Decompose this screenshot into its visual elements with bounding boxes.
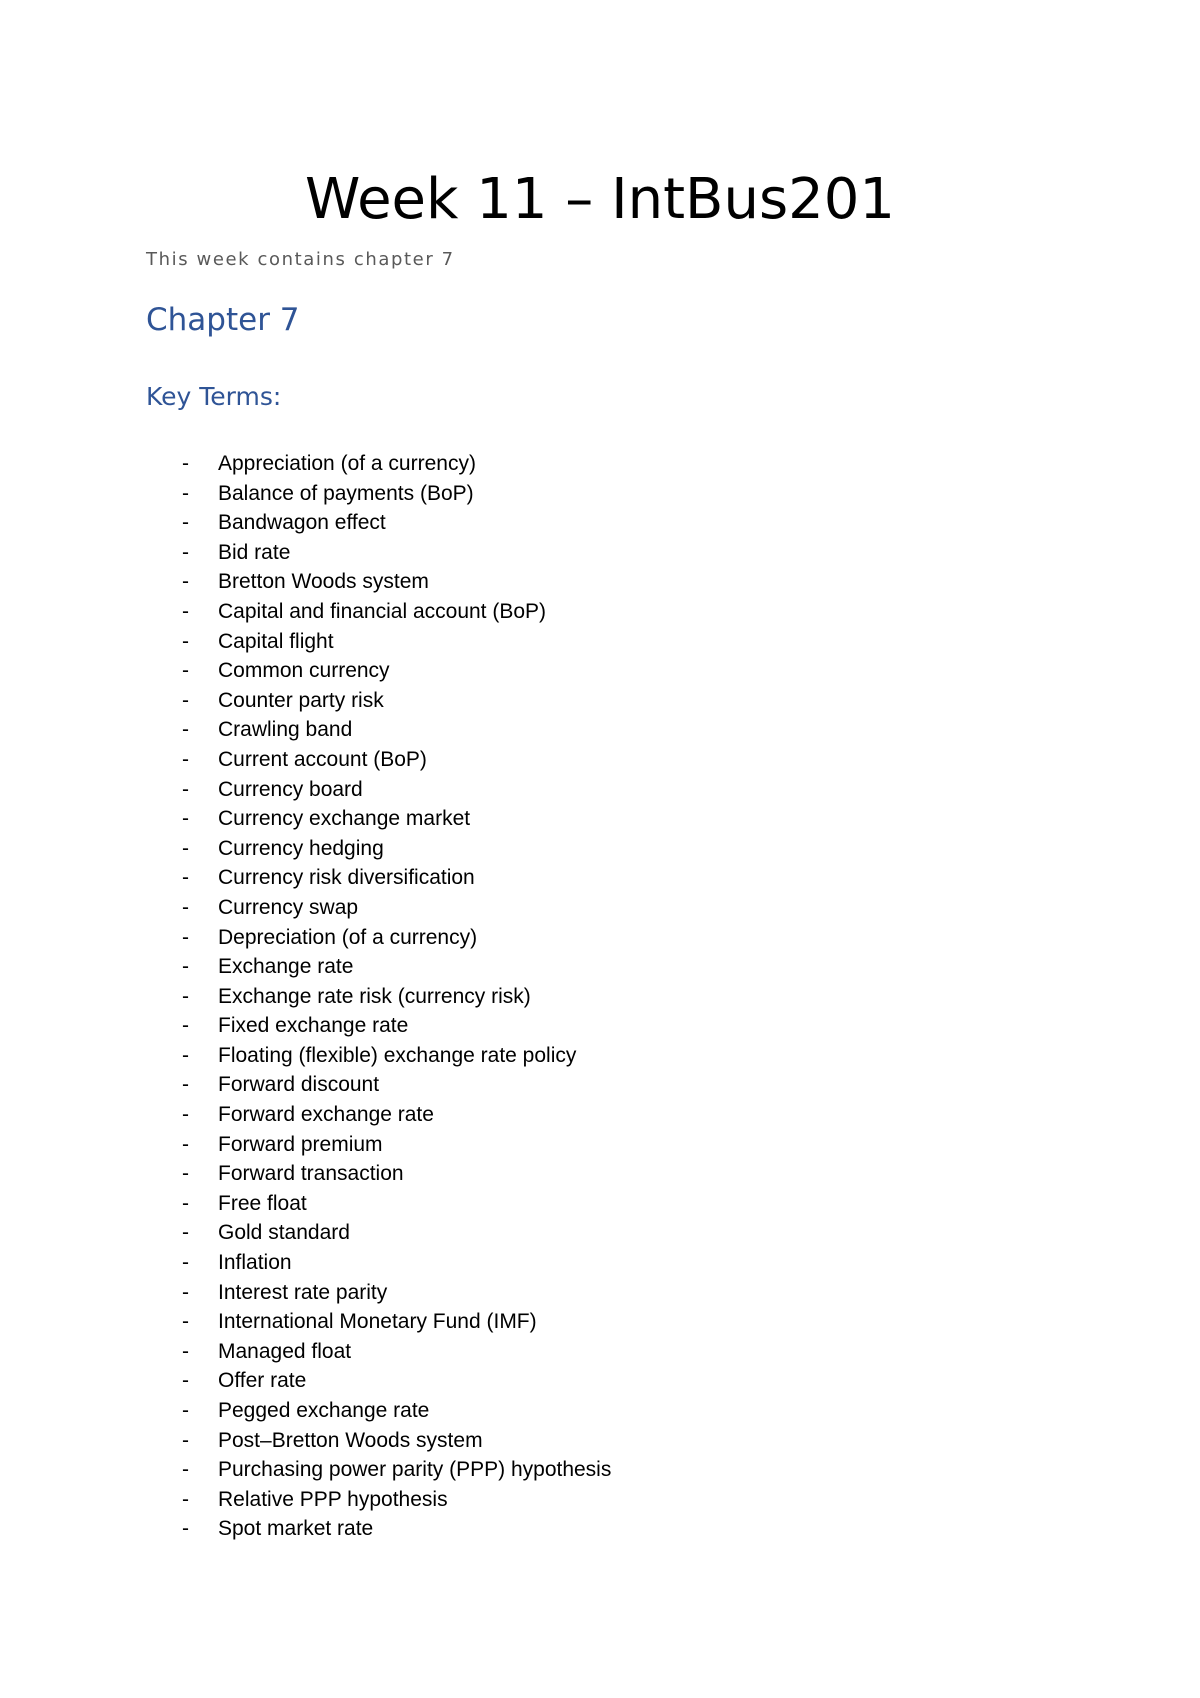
key-term-text: Post–Bretton Woods system <box>218 1428 483 1452</box>
list-item <box>182 1041 611 1071</box>
list-item <box>182 538 611 568</box>
bullet-dash: - <box>182 895 189 919</box>
list-item <box>182 1130 611 1160</box>
chapter-heading: Chapter 7 <box>146 302 300 338</box>
key-term-text: Exchange rate risk (currency risk) <box>218 984 531 1008</box>
bullet-dash: - <box>182 1103 189 1127</box>
bullet-dash: - <box>182 1280 189 1304</box>
list-item <box>182 1514 611 1544</box>
key-term-text: Current account (BoP) <box>218 747 427 771</box>
list-item <box>182 804 611 834</box>
key-term-text: Forward premium <box>218 1132 383 1156</box>
list-item <box>182 1455 611 1485</box>
bullet-dash: - <box>182 599 189 623</box>
list-item <box>182 479 611 509</box>
bullet-dash: - <box>182 984 189 1008</box>
key-term-text: Capital and financial account (BoP) <box>218 599 547 623</box>
bullet-dash: - <box>182 1310 189 1334</box>
list-item <box>182 1248 611 1278</box>
bullet-dash: - <box>182 955 189 979</box>
bullet-dash: - <box>182 1458 189 1482</box>
key-term-text: Offer rate <box>218 1369 307 1393</box>
bullet-dash: - <box>182 1428 189 1452</box>
bullet-dash: - <box>182 570 189 594</box>
key-term-text: Currency risk diversification <box>218 866 475 890</box>
bullet-dash: - <box>182 747 189 771</box>
list-item <box>182 952 611 982</box>
key-term-text: Bretton Woods system <box>218 570 429 594</box>
key-term-text: Forward exchange rate <box>218 1103 434 1127</box>
key-term-text: Common currency <box>218 659 390 683</box>
key-term-text: Managed float <box>218 1339 352 1363</box>
list-item <box>182 1011 611 1041</box>
key-term-text: Crawling band <box>218 718 353 742</box>
list-item <box>182 1100 611 1130</box>
key-term-text: Currency board <box>218 777 363 801</box>
list-item <box>182 834 611 864</box>
key-term-text: Balance of payments (BoP) <box>218 481 474 505</box>
bullet-dash: - <box>182 718 189 742</box>
bullet-dash: - <box>182 777 189 801</box>
list-item <box>182 1485 611 1515</box>
bullet-dash: - <box>182 1191 189 1215</box>
list-item <box>182 686 611 716</box>
key-term-text: Capital flight <box>218 629 334 653</box>
bullet-dash: - <box>182 481 189 505</box>
key-term-text: Spot market rate <box>218 1517 374 1541</box>
list-item <box>182 1159 611 1189</box>
key-term-text: Exchange rate <box>218 955 354 979</box>
key-term-text: Purchasing power parity (PPP) hypothesis <box>218 1458 612 1482</box>
list-item <box>182 745 611 775</box>
list-item <box>182 982 611 1012</box>
list-item <box>182 567 611 597</box>
list-item <box>182 893 611 923</box>
list-item <box>182 775 611 805</box>
list-item <box>182 449 611 479</box>
bullet-dash: - <box>182 688 189 712</box>
bullet-dash: - <box>182 836 189 860</box>
bullet-dash: - <box>182 1251 189 1275</box>
key-term-text: Fixed exchange rate <box>218 1014 409 1038</box>
bullet-dash: - <box>182 1162 189 1186</box>
bullet-dash: - <box>182 1369 189 1393</box>
list-item <box>182 715 611 745</box>
document-title: Week 11 – IntBus201 <box>304 167 896 232</box>
bullet-dash: - <box>182 925 189 949</box>
key-term-text: Forward transaction <box>218 1162 404 1186</box>
list-item <box>182 923 611 953</box>
key-term-text: Currency hedging <box>218 836 384 860</box>
bullet-dash: - <box>182 540 189 564</box>
bullet-dash: - <box>182 1043 189 1067</box>
list-item <box>182 1218 611 1248</box>
key-terms-list <box>182 449 611 1544</box>
key-term-text: Relative PPP hypothesis <box>218 1487 448 1511</box>
key-terms-heading: Key Terms: <box>146 382 282 411</box>
bullet-dash: - <box>182 659 189 683</box>
bullet-dash: - <box>182 1517 189 1541</box>
key-term-text: Bandwagon effect <box>218 511 386 535</box>
key-term-text: Bid rate <box>218 540 291 564</box>
list-item <box>182 508 611 538</box>
bullet-dash: - <box>182 452 189 475</box>
list-item <box>182 1070 611 1100</box>
list-item <box>182 597 611 627</box>
bullet-dash: - <box>182 1014 189 1038</box>
list-item <box>182 863 611 893</box>
key-term-text: Currency exchange market <box>218 807 471 831</box>
key-term-text: Currency swap <box>218 895 359 919</box>
list-item <box>182 1396 611 1426</box>
key-term-text: Forward discount <box>218 1073 380 1097</box>
list-item <box>182 1189 611 1219</box>
key-term-text: Depreciation (of a currency) <box>218 925 478 949</box>
bullet-dash: - <box>182 511 189 535</box>
bullet-dash: - <box>182 1399 189 1422</box>
bullet-dash: - <box>182 1221 189 1245</box>
list-item <box>182 1366 611 1396</box>
key-term-text: Interest rate parity <box>218 1280 388 1304</box>
key-term-text: Free float <box>218 1191 307 1215</box>
list-item <box>182 1426 611 1456</box>
key-term-text: Inflation <box>218 1251 292 1275</box>
bullet-dash: - <box>182 629 189 653</box>
bullet-dash: - <box>182 1073 189 1097</box>
key-term-text: International Monetary Fund (IMF) <box>218 1310 537 1334</box>
list-item <box>182 627 611 657</box>
document-subtitle: This week contains chapter 7 <box>146 249 455 270</box>
key-term-text: Floating (flexible) exchange rate policy <box>218 1043 577 1067</box>
key-term-text: Gold standard <box>218 1221 350 1245</box>
key-term-text: Counter party risk <box>218 688 384 712</box>
list-item <box>182 1278 611 1308</box>
list-item <box>182 656 611 686</box>
bullet-dash: - <box>182 807 189 831</box>
bullet-dash: - <box>182 866 189 890</box>
list-item <box>182 1307 611 1337</box>
key-term-text: Pegged exchange rate <box>218 1399 430 1422</box>
list-item <box>182 1337 611 1367</box>
bullet-dash: - <box>182 1487 189 1511</box>
key-term-text: Appreciation (of a currency) <box>218 452 476 475</box>
bullet-dash: - <box>182 1339 189 1363</box>
bullet-dash: - <box>182 1132 189 1156</box>
